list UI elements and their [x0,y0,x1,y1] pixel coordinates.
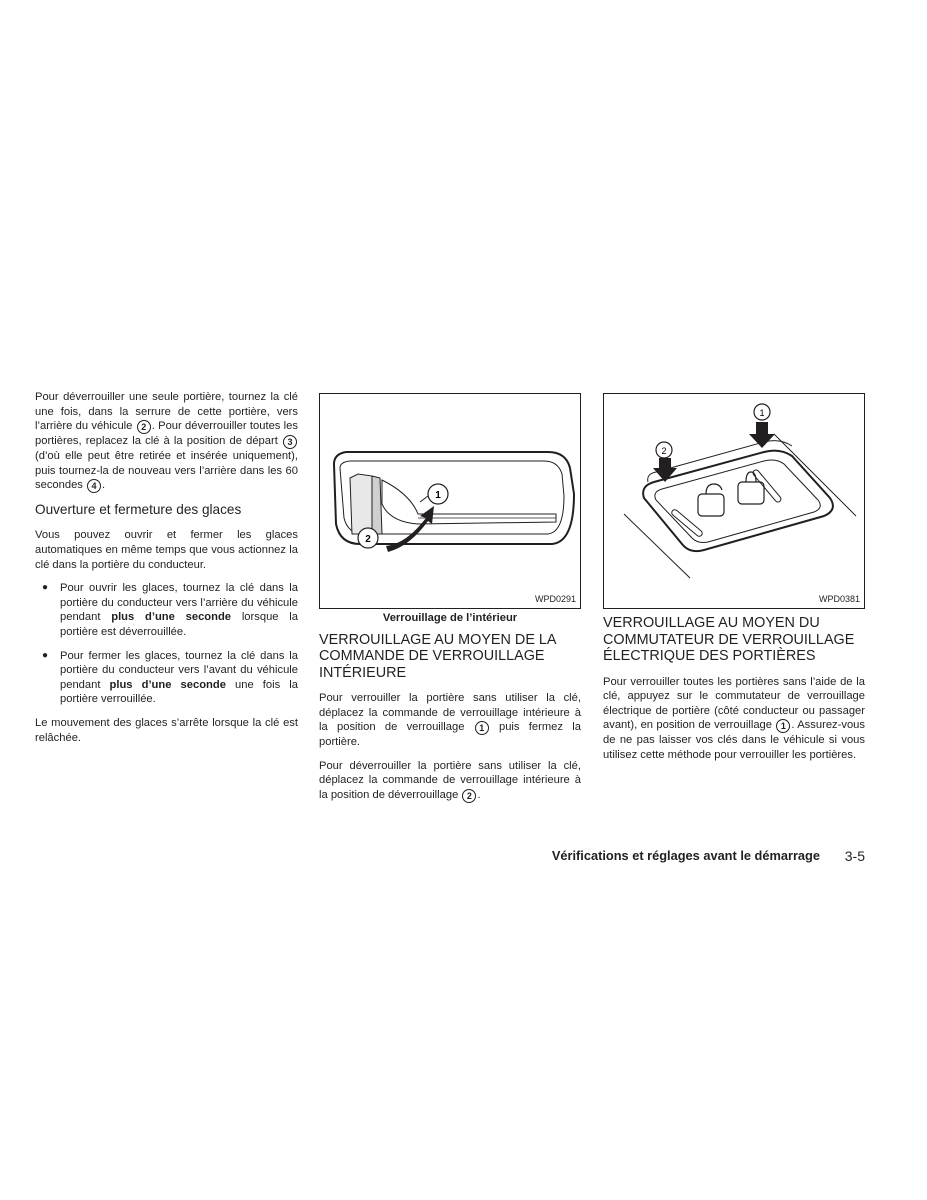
text: Pour déverrouiller une seule portière, tournez la clé une fois, dans la serrure de cette portière, vers l’arrière du véhicule [35,391,298,433]
callout-3: 3 [283,435,297,449]
left-column [35,390,298,754]
section-heading-interior-lock: VERROUILLAGE AU MOYEN DE LA COMMANDE DE VERROUILLAGE INTÉRIEURE [319,631,556,681]
bullet-list [35,581,298,707]
paragraph-power-lock [603,675,865,763]
text: (d’où elle peut être retirée et insérée uniquement), puis tournez-la de nouveau vers l’arrière dans les 60 secondes [35,450,298,492]
text: Pour verrouiller la portière sans utiliser la clé, déplacez la commande de verrouillage intérieure à la position de verrouillage [319,692,581,734]
paragraph-unlock-doors [35,390,298,493]
text: . Assurez-vous de ne pas laisser vos clés dans le véhicule si vous utilisez cette méthode pour verrouiller les portières. [603,719,865,761]
figure-caption: Verrouillage de l’intérieur [382,612,518,624]
text: . Pour déverrouiller toutes les portières, replacez la clé à la position de départ [35,420,298,448]
paragraph-lock [319,691,581,750]
text: lorsque la portière est déverrouillée. [60,611,298,638]
middle-column [319,393,581,812]
list-item [35,649,298,707]
power-lock-switch-illustration [604,394,864,608]
callout-2: 2 [462,789,476,803]
callout-1-label: 1 [435,490,441,501]
text: une fois la portière verrouillée. [60,678,298,706]
callout-2: 2 [137,420,151,434]
text: Pour déverrouiller la portière sans utiliser la clé, déplacez la commande de verrouillage intérieure à la position de déverrouillage [319,759,581,802]
bullet-icon: ● [42,582,49,594]
text: . [102,479,106,492]
paragraph-unlock [319,759,581,803]
page-number: 3-5 [844,848,865,864]
chapter-title: Vérifications et réglages avant le démarrage [551,848,820,863]
text: Pour fermer les glaces, tournez la clé dans la portière du conducteur vers l’avant du véhicule pendant [60,649,298,691]
text: . [477,789,481,802]
list-item [35,581,298,639]
paragraph-windows-intro: Vous pouvez ouvrir et fermer les glaces automatiques en même temps que vous actionnez la clé dans la portière du conducteur. [35,529,298,571]
figure-code: WPD0291 [534,594,576,605]
callout-2-label: 2 [365,534,371,545]
bold-text: plus d’une seconde [109,678,226,691]
paragraph-windows-stop: Le mouvement des glaces s’arrête lorsque la clé est relâchée. [35,716,298,744]
callout-1: 1 [475,721,489,735]
door-handle-illustration [320,394,580,608]
bullet-icon: ● [42,649,49,661]
bold-text: plus d’une seconde [111,611,232,624]
callout-1-label: 1 [759,408,765,418]
figure-code: WPD0381 [818,594,860,605]
section-heading-power-lock: VERROUILLAGE AU MOYEN DU COMMUTATEUR DE VERROUILLAGE ÉLECTRIQUE DES PORTIÈRES [603,615,855,664]
callout-4: 4 [87,479,101,493]
callout-2-label: 2 [661,446,667,456]
right-column [603,393,865,771]
callout-1: 1 [776,719,790,733]
text: Pour verrouiller toutes les portières sans l’aide de la clé, appuyez sur le commutateur de verrouillage électrique de portière (côté conducteur ou passager avant), en position de verrouillage [603,675,865,732]
text: puis fermez la portière. [319,721,581,749]
section-heading-windows: Ouverture et fermeture des glaces [35,502,242,518]
figure-interior-lock [319,393,581,609]
text: Pour ouvrir les glaces, tournez la clé dans la portière du conducteur vers l’arrière du véhicule pendant [60,582,298,624]
figure-power-lock-switch [603,393,865,609]
